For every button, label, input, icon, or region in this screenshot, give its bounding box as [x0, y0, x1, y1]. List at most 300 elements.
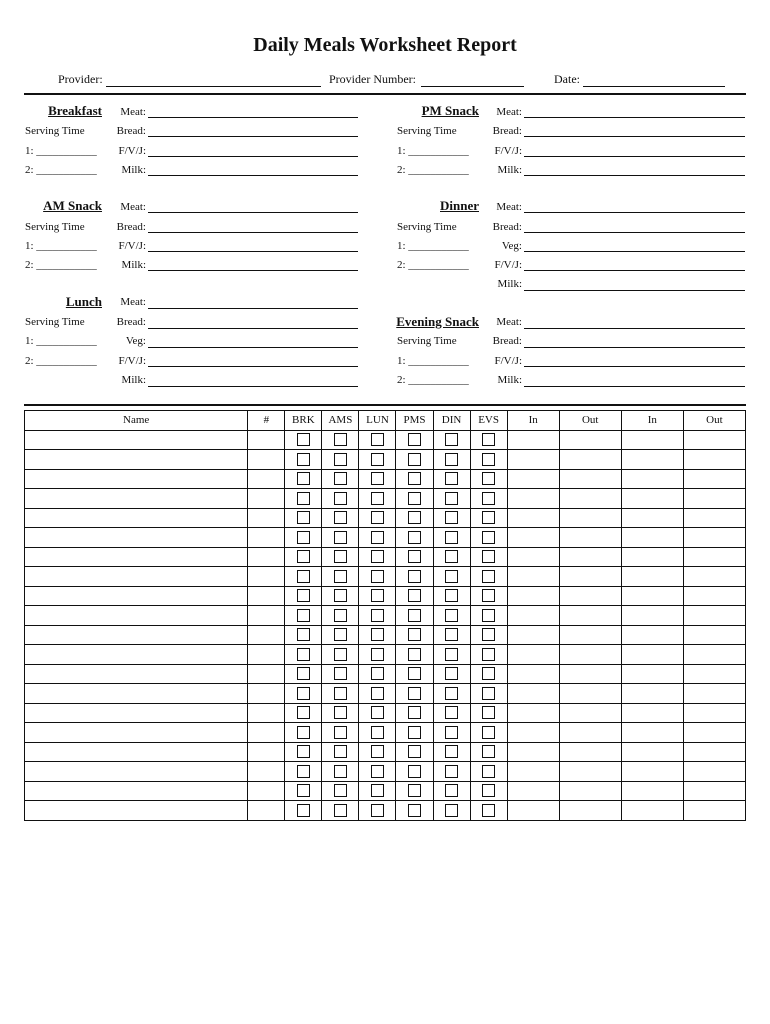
time-in-cell[interactable]	[507, 508, 559, 528]
time-out-cell[interactable]	[559, 489, 621, 509]
name-cell[interactable]	[25, 528, 248, 548]
number-cell[interactable]	[248, 508, 285, 528]
brk-checkbox[interactable]	[297, 687, 310, 700]
time-in-cell[interactable]	[621, 586, 683, 606]
evs-checkbox[interactable]	[482, 472, 495, 485]
time-out-cell[interactable]	[683, 430, 745, 450]
ams-checkbox[interactable]	[334, 726, 347, 739]
din-checkbox[interactable]	[445, 589, 458, 602]
number-cell[interactable]	[248, 664, 285, 684]
time-out-cell[interactable]	[683, 762, 745, 782]
brk-checkbox[interactable]	[297, 628, 310, 641]
time-in-cell[interactable]	[507, 742, 559, 762]
bread-field[interactable]	[148, 328, 358, 329]
time-in-cell[interactable]	[507, 703, 559, 723]
time-out-cell[interactable]	[683, 723, 745, 743]
time-in-cell[interactable]	[507, 469, 559, 489]
serving-slot-2[interactable]: 2: ___________	[25, 259, 97, 271]
time-out-cell[interactable]	[559, 528, 621, 548]
pms-checkbox[interactable]	[408, 433, 421, 446]
ams-checkbox[interactable]	[334, 765, 347, 778]
ams-checkbox[interactable]	[334, 453, 347, 466]
din-checkbox[interactable]	[445, 726, 458, 739]
din-checkbox[interactable]	[445, 609, 458, 622]
brk-checkbox[interactable]	[297, 472, 310, 485]
ams-checkbox[interactable]	[334, 687, 347, 700]
number-cell[interactable]	[248, 703, 285, 723]
serving-slot-1[interactable]: 1: ___________	[397, 240, 469, 252]
pms-checkbox[interactable]	[408, 472, 421, 485]
time-out-cell[interactable]	[559, 547, 621, 567]
evs-checkbox[interactable]	[482, 609, 495, 622]
lun-checkbox[interactable]	[371, 726, 384, 739]
pms-checkbox[interactable]	[408, 589, 421, 602]
time-out-cell[interactable]	[559, 742, 621, 762]
evs-checkbox[interactable]	[482, 531, 495, 544]
lun-checkbox[interactable]	[371, 531, 384, 544]
time-in-cell[interactable]	[507, 684, 559, 704]
evs-checkbox[interactable]	[482, 589, 495, 602]
serving-slot-2[interactable]: 2: ___________	[397, 259, 469, 271]
fvj-field[interactable]	[524, 270, 745, 271]
din-checkbox[interactable]	[445, 648, 458, 661]
time-in-cell[interactable]	[621, 528, 683, 548]
number-cell[interactable]	[248, 450, 285, 470]
name-cell[interactable]	[25, 450, 248, 470]
pms-checkbox[interactable]	[408, 511, 421, 524]
time-out-cell[interactable]	[683, 606, 745, 626]
brk-checkbox[interactable]	[297, 765, 310, 778]
time-out-cell[interactable]	[683, 703, 745, 723]
milk-field[interactable]	[148, 270, 358, 271]
time-in-cell[interactable]	[621, 645, 683, 665]
time-in-cell[interactable]	[621, 664, 683, 684]
brk-checkbox[interactable]	[297, 726, 310, 739]
pms-checkbox[interactable]	[408, 784, 421, 797]
number-cell[interactable]	[248, 430, 285, 450]
time-out-cell[interactable]	[683, 450, 745, 470]
brk-checkbox[interactable]	[297, 667, 310, 680]
ams-checkbox[interactable]	[334, 433, 347, 446]
din-checkbox[interactable]	[445, 745, 458, 758]
time-in-cell[interactable]	[621, 762, 683, 782]
time-out-cell[interactable]	[683, 567, 745, 587]
time-out-cell[interactable]	[559, 703, 621, 723]
brk-checkbox[interactable]	[297, 804, 310, 817]
time-out-cell[interactable]	[683, 801, 745, 821]
ams-cell	[322, 489, 359, 509]
time-in-cell[interactable]	[507, 625, 559, 645]
number-cell[interactable]	[248, 645, 285, 665]
number-cell[interactable]	[248, 528, 285, 548]
brk-checkbox[interactable]	[297, 609, 310, 622]
evs-checkbox[interactable]	[482, 550, 495, 563]
name-cell[interactable]	[25, 664, 248, 684]
pms-cell	[396, 664, 433, 684]
lun-checkbox[interactable]	[371, 453, 384, 466]
fvj-field[interactable]	[148, 366, 358, 367]
brk-checkbox[interactable]	[297, 570, 310, 583]
name-cell[interactable]	[25, 684, 248, 704]
lun-cell	[359, 781, 396, 801]
meat-label: Meat:	[120, 201, 146, 213]
time-in-cell[interactable]	[507, 606, 559, 626]
ams-checkbox[interactable]	[334, 667, 347, 680]
bread-field[interactable]	[524, 136, 745, 137]
time-in-cell[interactable]	[621, 801, 683, 821]
number-cell[interactable]	[248, 489, 285, 509]
time-in-cell[interactable]	[507, 489, 559, 509]
din-cell	[433, 547, 470, 567]
pms-checkbox[interactable]	[408, 550, 421, 563]
time-out-cell[interactable]	[559, 469, 621, 489]
brk-checkbox[interactable]	[297, 492, 310, 505]
evs-checkbox[interactable]	[482, 706, 495, 719]
lun-checkbox[interactable]	[371, 648, 384, 661]
pms-checkbox[interactable]	[408, 667, 421, 680]
time-in-cell[interactable]	[507, 586, 559, 606]
lun-checkbox[interactable]	[371, 550, 384, 563]
lun-checkbox[interactable]	[371, 433, 384, 446]
ams-checkbox[interactable]	[334, 628, 347, 641]
number-cell[interactable]	[248, 567, 285, 587]
din-checkbox[interactable]	[445, 667, 458, 680]
pms-checkbox[interactable]	[408, 570, 421, 583]
name-cell[interactable]	[25, 645, 248, 665]
time-in-cell[interactable]	[621, 567, 683, 587]
name-cell[interactable]	[25, 489, 248, 509]
name-cell[interactable]	[25, 703, 248, 723]
name-cell[interactable]	[25, 586, 248, 606]
ams-checkbox[interactable]	[334, 550, 347, 563]
pms-checkbox[interactable]	[408, 726, 421, 739]
lun-checkbox[interactable]	[371, 570, 384, 583]
number-cell[interactable]	[248, 625, 285, 645]
serving-slot-1[interactable]: 1: ___________	[25, 240, 97, 252]
lun-checkbox[interactable]	[371, 706, 384, 719]
din-checkbox[interactable]	[445, 570, 458, 583]
name-cell[interactable]	[25, 508, 248, 528]
time-in-cell[interactable]	[507, 664, 559, 684]
meat-field[interactable]	[148, 212, 358, 213]
serving-slot-1[interactable]: 1: ___________	[397, 355, 469, 367]
lun-checkbox[interactable]	[371, 804, 384, 817]
time-in-cell[interactable]	[621, 547, 683, 567]
time-out-cell[interactable]	[559, 645, 621, 665]
meat-field[interactable]	[524, 328, 745, 329]
time-out-cell[interactable]	[559, 762, 621, 782]
pms-checkbox[interactable]	[408, 804, 421, 817]
evs-checkbox[interactable]	[482, 804, 495, 817]
time-in-cell[interactable]	[507, 528, 559, 548]
brk-checkbox[interactable]	[297, 648, 310, 661]
time-in-cell[interactable]	[507, 430, 559, 450]
veg-field[interactable]	[524, 251, 745, 252]
lun-checkbox[interactable]	[371, 492, 384, 505]
pms-checkbox[interactable]	[408, 706, 421, 719]
time-out-cell[interactable]	[683, 469, 745, 489]
name-cell[interactable]	[25, 567, 248, 587]
number-cell[interactable]	[248, 762, 285, 782]
ams-cell	[322, 528, 359, 548]
evs-checkbox[interactable]	[482, 453, 495, 466]
din-checkbox[interactable]	[445, 765, 458, 778]
time-in-cell[interactable]	[507, 567, 559, 587]
ams-checkbox[interactable]	[334, 648, 347, 661]
time-out-cell[interactable]	[559, 625, 621, 645]
milk-field[interactable]	[524, 386, 745, 387]
name-cell[interactable]	[25, 801, 248, 821]
time-out-cell[interactable]	[559, 586, 621, 606]
din-cell	[433, 430, 470, 450]
time-in-cell[interactable]	[621, 723, 683, 743]
pms-checkbox[interactable]	[408, 765, 421, 778]
lun-checkbox[interactable]	[371, 667, 384, 680]
pms-checkbox[interactable]	[408, 687, 421, 700]
lun-checkbox[interactable]	[371, 784, 384, 797]
bread-field[interactable]	[148, 136, 358, 137]
serving-slot-2[interactable]: 2: ___________	[25, 164, 97, 176]
fvj-field[interactable]	[148, 156, 358, 157]
evs-checkbox[interactable]	[482, 492, 495, 505]
time-in-cell[interactable]	[507, 801, 559, 821]
time-in-cell[interactable]	[621, 684, 683, 704]
time-in-cell[interactable]	[621, 606, 683, 626]
name-cell[interactable]	[25, 723, 248, 743]
name-cell[interactable]	[25, 742, 248, 762]
pms-checkbox[interactable]	[408, 531, 421, 544]
time-in-cell[interactable]	[621, 489, 683, 509]
evs-checkbox[interactable]	[482, 726, 495, 739]
ams-checkbox[interactable]	[334, 511, 347, 524]
din-checkbox[interactable]	[445, 550, 458, 563]
ams-checkbox[interactable]	[334, 589, 347, 602]
number-cell[interactable]	[248, 547, 285, 567]
din-checkbox[interactable]	[445, 706, 458, 719]
time-in-cell[interactable]	[621, 430, 683, 450]
brk-checkbox[interactable]	[297, 511, 310, 524]
din-checkbox[interactable]	[445, 472, 458, 485]
time-out-cell[interactable]	[683, 664, 745, 684]
name-cell[interactable]	[25, 625, 248, 645]
brk-checkbox[interactable]	[297, 550, 310, 563]
ams-checkbox[interactable]	[334, 609, 347, 622]
pms-checkbox[interactable]	[408, 745, 421, 758]
name-cell[interactable]	[25, 606, 248, 626]
time-in-cell[interactable]	[507, 781, 559, 801]
brk-checkbox[interactable]	[297, 784, 310, 797]
evs-checkbox[interactable]	[482, 628, 495, 641]
time-out-cell[interactable]	[683, 508, 745, 528]
number-cell[interactable]	[248, 684, 285, 704]
ams-checkbox[interactable]	[334, 804, 347, 817]
pms-checkbox[interactable]	[408, 609, 421, 622]
number-cell[interactable]	[248, 742, 285, 762]
serving-slot-2[interactable]: 2: ___________	[25, 355, 97, 367]
lun-checkbox[interactable]	[371, 628, 384, 641]
evs-checkbox[interactable]	[482, 511, 495, 524]
brk-cell	[285, 567, 322, 587]
number-cell[interactable]	[248, 781, 285, 801]
fvj-label: F/V/J:	[494, 259, 522, 271]
number-cell[interactable]	[248, 801, 285, 821]
brk-checkbox[interactable]	[297, 453, 310, 466]
pms-checkbox[interactable]	[408, 453, 421, 466]
ams-checkbox[interactable]	[334, 492, 347, 505]
serving-slot-1[interactable]: 1: ___________	[397, 145, 469, 157]
time-out-cell[interactable]	[559, 664, 621, 684]
brk-checkbox[interactable]	[297, 706, 310, 719]
time-in-cell[interactable]	[507, 645, 559, 665]
evs-checkbox[interactable]	[482, 433, 495, 446]
time-in-cell[interactable]	[507, 723, 559, 743]
fvj-field[interactable]	[524, 366, 745, 367]
serving-time-label: Serving Time	[397, 335, 457, 347]
brk-checkbox[interactable]	[297, 433, 310, 446]
time-out-cell[interactable]	[683, 645, 745, 665]
din-checkbox[interactable]	[445, 687, 458, 700]
time-in-cell[interactable]	[621, 508, 683, 528]
ams-checkbox[interactable]	[334, 745, 347, 758]
din-checkbox[interactable]	[445, 433, 458, 446]
name-cell[interactable]	[25, 469, 248, 489]
meat-field[interactable]	[524, 117, 745, 118]
pms-checkbox[interactable]	[408, 492, 421, 505]
meat-field[interactable]	[148, 117, 358, 118]
ams-checkbox[interactable]	[334, 531, 347, 544]
time-out-cell[interactable]	[683, 547, 745, 567]
ams-checkbox[interactable]	[334, 706, 347, 719]
evs-checkbox[interactable]	[482, 784, 495, 797]
meat-field[interactable]	[524, 212, 745, 213]
din-cell	[433, 664, 470, 684]
time-out-cell[interactable]	[559, 606, 621, 626]
din-cell	[433, 450, 470, 470]
evs-cell	[470, 508, 507, 528]
din-checkbox[interactable]	[445, 531, 458, 544]
lun-checkbox[interactable]	[371, 511, 384, 524]
ams-checkbox[interactable]	[334, 472, 347, 485]
evs-checkbox[interactable]	[482, 765, 495, 778]
din-checkbox[interactable]	[445, 492, 458, 505]
name-cell[interactable]	[25, 762, 248, 782]
din-cell	[433, 801, 470, 821]
time-in-cell[interactable]	[621, 742, 683, 762]
lun-checkbox[interactable]	[371, 745, 384, 758]
serving-slot-2[interactable]: 2: ___________	[397, 374, 469, 386]
milk-field[interactable]	[148, 386, 358, 387]
bread-field[interactable]	[524, 232, 745, 233]
name-cell[interactable]	[25, 430, 248, 450]
pms-checkbox[interactable]	[408, 628, 421, 641]
time-out-cell[interactable]	[683, 586, 745, 606]
lun-checkbox[interactable]	[371, 609, 384, 622]
time-in-cell[interactable]	[621, 781, 683, 801]
header-divider	[24, 93, 746, 95]
evs-checkbox[interactable]	[482, 648, 495, 661]
veg-field[interactable]	[148, 347, 358, 348]
provider-field[interactable]	[106, 86, 321, 87]
serving-slot-2[interactable]: 2: ___________	[397, 164, 469, 176]
time-out-cell[interactable]	[559, 684, 621, 704]
number-cell[interactable]	[248, 469, 285, 489]
time-out-cell[interactable]	[559, 723, 621, 743]
time-in-cell[interactable]	[507, 762, 559, 782]
din-checkbox[interactable]	[445, 511, 458, 524]
time-out-cell[interactable]	[559, 450, 621, 470]
time-out-cell[interactable]	[683, 781, 745, 801]
ams-checkbox[interactable]	[334, 784, 347, 797]
time-out-cell[interactable]	[683, 742, 745, 762]
brk-checkbox[interactable]	[297, 531, 310, 544]
time-out-cell[interactable]	[559, 567, 621, 587]
brk-cell	[285, 723, 322, 743]
milk-field[interactable]	[524, 175, 745, 176]
brk-checkbox[interactable]	[297, 745, 310, 758]
din-cell	[433, 684, 470, 704]
time-out-cell[interactable]	[559, 430, 621, 450]
ams-checkbox[interactable]	[334, 570, 347, 583]
bread-field[interactable]	[148, 232, 358, 233]
din-checkbox[interactable]	[445, 453, 458, 466]
lun-checkbox[interactable]	[371, 589, 384, 602]
number-cell[interactable]	[248, 586, 285, 606]
time-in-cell[interactable]	[621, 450, 683, 470]
evs-checkbox[interactable]	[482, 570, 495, 583]
lun-checkbox[interactable]	[371, 687, 384, 700]
evs-checkbox[interactable]	[482, 687, 495, 700]
din-checkbox[interactable]	[445, 804, 458, 817]
milk-field[interactable]	[524, 290, 745, 291]
time-out-cell[interactable]	[559, 801, 621, 821]
fvj-field[interactable]	[524, 156, 745, 157]
evs-checkbox[interactable]	[482, 667, 495, 680]
time-in-cell[interactable]	[507, 450, 559, 470]
serving-slot-1[interactable]: 1: ___________	[25, 145, 97, 157]
name-cell[interactable]	[25, 547, 248, 567]
meat-field[interactable]	[148, 308, 358, 309]
number-cell[interactable]	[248, 723, 285, 743]
time-in-cell[interactable]	[621, 625, 683, 645]
time-out-cell[interactable]	[683, 528, 745, 548]
time-out-cell[interactable]	[683, 489, 745, 509]
evs-checkbox[interactable]	[482, 745, 495, 758]
number-cell[interactable]	[248, 606, 285, 626]
time-out-cell[interactable]	[683, 625, 745, 645]
lun-checkbox[interactable]	[371, 472, 384, 485]
table-row	[25, 703, 746, 723]
fvj-field[interactable]	[148, 251, 358, 252]
din-checkbox[interactable]	[445, 784, 458, 797]
bread-field[interactable]	[524, 347, 745, 348]
time-in-cell[interactable]	[621, 469, 683, 489]
time-out-cell[interactable]	[683, 684, 745, 704]
time-in-cell[interactable]	[507, 547, 559, 567]
pms-checkbox[interactable]	[408, 648, 421, 661]
time-out-cell[interactable]	[559, 508, 621, 528]
din-checkbox[interactable]	[445, 628, 458, 641]
bread-label: Bread:	[492, 221, 522, 233]
time-out-cell[interactable]	[559, 781, 621, 801]
lun-checkbox[interactable]	[371, 765, 384, 778]
date-field[interactable]	[583, 86, 725, 87]
milk-field[interactable]	[148, 175, 358, 176]
name-cell[interactable]	[25, 781, 248, 801]
provider-number-field[interactable]	[421, 86, 524, 87]
time-in-cell[interactable]	[621, 703, 683, 723]
serving-slot-1[interactable]: 1: ___________	[25, 335, 97, 347]
brk-checkbox[interactable]	[297, 589, 310, 602]
